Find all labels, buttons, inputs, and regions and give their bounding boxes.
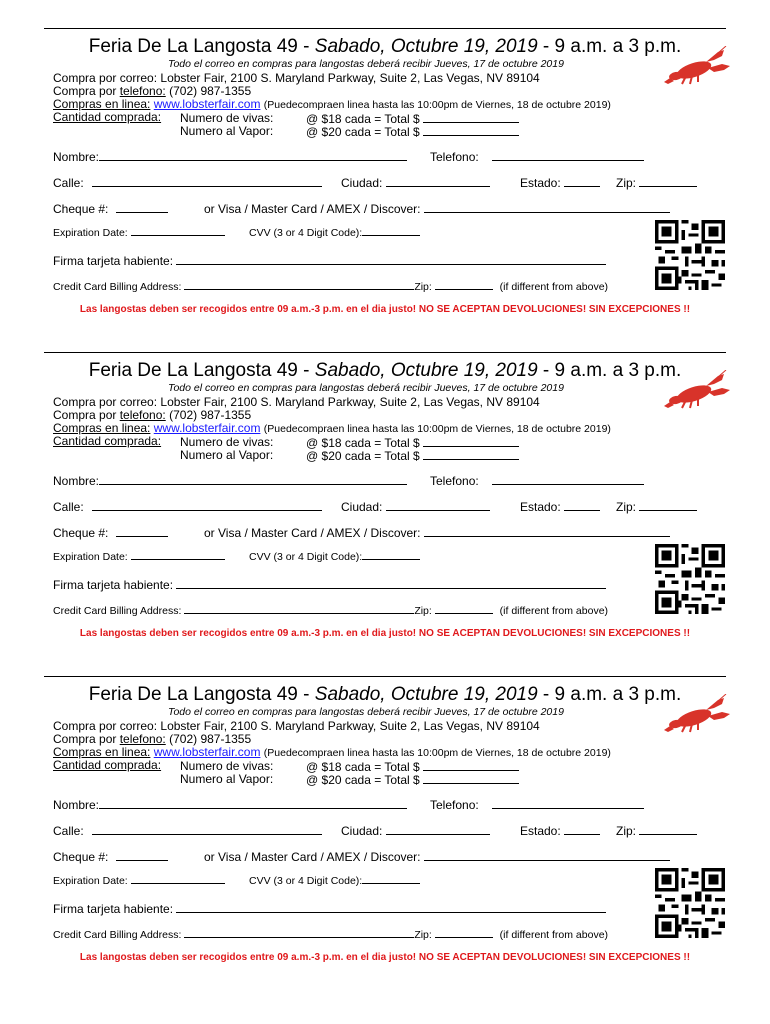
form-title bbox=[0, 360, 770, 382]
cvv-label: CVV (3 or 4 Digit Code): bbox=[249, 875, 363, 887]
billing-zip-field[interactable] bbox=[435, 278, 493, 290]
telefono-line bbox=[430, 797, 644, 812]
nombre-line bbox=[53, 797, 407, 812]
firma-label: Firma tarjeta habiente: bbox=[53, 254, 174, 268]
firma-field[interactable] bbox=[176, 577, 606, 589]
nombre-field[interactable] bbox=[99, 797, 407, 809]
expiration-line bbox=[53, 224, 225, 239]
expiration-line bbox=[53, 872, 225, 887]
telefono-field[interactable] bbox=[492, 473, 644, 485]
online-label: Compras en linea: bbox=[53, 421, 151, 435]
phone-prefix: Compra por bbox=[53, 408, 120, 422]
steamed-label: Numero al Vapor: bbox=[180, 448, 274, 462]
title-prefix: Feria De La Langosta 49 - bbox=[88, 36, 315, 57]
order-form bbox=[0, 648, 770, 972]
cvv-field[interactable] bbox=[362, 548, 420, 560]
live-price: @ $18 cada = Total $ bbox=[306, 760, 420, 774]
billing-label: Credit Card Billing Address: bbox=[53, 605, 182, 617]
steamed-price-line bbox=[306, 448, 519, 463]
phone-value: (702) 987-1355 bbox=[169, 408, 252, 422]
mail-value: Lobster Fair, 2100 S. Maryland Parkway, Suite 2, Las Vegas, NV 89104 bbox=[160, 71, 540, 85]
title-prefix: Feria De La Langosta 49 - bbox=[88, 360, 315, 381]
expiration-field[interactable] bbox=[131, 872, 225, 884]
card-types-label: or Visa / Master Card / AMEX / Discover: bbox=[204, 202, 421, 216]
expiration-label: Expiration Date: bbox=[53, 227, 128, 239]
zip-label: Zip: bbox=[616, 500, 637, 514]
card-number-field[interactable] bbox=[424, 201, 670, 213]
website-link[interactable]: www.lobsterfair.com bbox=[153, 97, 261, 111]
cvv-label: CVV (3 or 4 Digit Code): bbox=[249, 551, 363, 563]
nombre-field[interactable] bbox=[99, 149, 407, 161]
card-line bbox=[204, 525, 670, 540]
phone-value: (702) 987-1355 bbox=[169, 732, 252, 746]
expiration-label: Expiration Date: bbox=[53, 551, 128, 563]
telefono-field[interactable] bbox=[492, 797, 644, 809]
cheque-field[interactable] bbox=[116, 201, 168, 213]
zip-line bbox=[616, 499, 697, 514]
telefono-field[interactable] bbox=[492, 149, 644, 161]
online-note: (Puedecompraen linea hasta las 10:00pm de Viernes, 18 de octubre 2019) bbox=[263, 423, 611, 435]
live-price: @ $18 cada = Total $ bbox=[306, 112, 420, 126]
cvv-line bbox=[249, 548, 420, 563]
telefono-label: Telefono: bbox=[430, 798, 479, 812]
lobster-icon bbox=[662, 694, 732, 734]
steamed-price: @ $20 cada = Total $ bbox=[306, 773, 420, 787]
steamed-label: Numero al Vapor: bbox=[180, 772, 274, 786]
billing-zip-field[interactable] bbox=[435, 926, 493, 938]
billing-address-field[interactable] bbox=[184, 602, 414, 614]
telefono-line bbox=[430, 149, 644, 164]
subtitle: Todo el correo en compras para langostas deberá recibir Jueves, 17 de octubre 2019 bbox=[168, 706, 564, 718]
mail-label: Compra por correo: bbox=[53, 719, 158, 733]
cheque-label: Cheque #: bbox=[53, 202, 109, 216]
cheque-label: Cheque #: bbox=[53, 850, 109, 864]
phone-prefix: Compra por bbox=[53, 732, 120, 746]
card-line bbox=[204, 201, 670, 216]
steamed-price-line bbox=[306, 124, 519, 139]
mail-label: Compra por correo: bbox=[53, 71, 158, 85]
top-rule bbox=[44, 352, 726, 353]
mail-value: Lobster Fair, 2100 S. Maryland Parkway, Suite 2, Las Vegas, NV 89104 bbox=[160, 395, 540, 409]
ciudad-field[interactable] bbox=[386, 175, 490, 187]
quantity-label-line bbox=[53, 111, 161, 124]
mail-label: Compra por correo: bbox=[53, 395, 158, 409]
order-form bbox=[0, 0, 770, 324]
billing-line bbox=[53, 602, 608, 617]
card-types-label: or Visa / Master Card / AMEX / Discover: bbox=[204, 850, 421, 864]
billing-line bbox=[53, 278, 608, 293]
phone-label: telefono: bbox=[119, 732, 166, 746]
qr-code-icon bbox=[654, 544, 726, 614]
firma-label: Firma tarjeta habiente: bbox=[53, 902, 174, 916]
quantity-label-line bbox=[53, 435, 161, 448]
lobster-icon bbox=[662, 46, 732, 86]
phone-label: telefono: bbox=[119, 408, 166, 422]
live-label: Numero de vivas: bbox=[180, 759, 274, 773]
phone-prefix: Compra por bbox=[53, 84, 120, 98]
expiration-line bbox=[53, 548, 225, 563]
cheque-label: Cheque #: bbox=[53, 526, 109, 540]
title-date: Sabado, Octubre 19, 2019 bbox=[314, 360, 538, 381]
steamed-total-field[interactable] bbox=[423, 448, 519, 460]
firma-line bbox=[53, 577, 606, 592]
estado-line bbox=[520, 823, 600, 838]
cvv-line bbox=[249, 224, 420, 239]
pickup-notice: Las langostas deben ser recogidos entre 09 a.m.-3 p.m. en el dia justo! NO SE ACEPTAN DEVOLUCIONES! SIN EXCEPCIONES !! bbox=[79, 304, 691, 315]
firma-field[interactable] bbox=[176, 253, 606, 265]
pickup-notice: Las langostas deben ser recogidos entre 09 a.m.-3 p.m. en el dia justo! NO SE ACEPTAN DEVOLUCIONES! SIN EXCEPCIONES !! bbox=[79, 952, 691, 963]
title-suffix: - 9 a.m. a 3 p.m. bbox=[537, 360, 682, 381]
live-label: Numero de vivas: bbox=[180, 111, 274, 125]
order-form bbox=[0, 324, 770, 648]
ciudad-line bbox=[341, 175, 490, 190]
cheque-line bbox=[53, 525, 168, 540]
billing-line bbox=[53, 926, 608, 941]
steamed-price: @ $20 cada = Total $ bbox=[306, 449, 420, 463]
steamed-total-field[interactable] bbox=[423, 124, 519, 136]
card-types-label: or Visa / Master Card / AMEX / Discover: bbox=[204, 526, 421, 540]
form-title bbox=[0, 684, 770, 706]
quantity-label: Cantidad comprada: bbox=[53, 110, 162, 124]
billing-address-field[interactable] bbox=[184, 278, 414, 290]
live-total-field[interactable] bbox=[423, 759, 519, 771]
firma-field[interactable] bbox=[176, 901, 606, 913]
calle-label: Calle: bbox=[53, 500, 84, 514]
ciudad-field[interactable] bbox=[386, 823, 490, 835]
calle-line bbox=[53, 499, 322, 514]
quantity-label-line bbox=[53, 759, 161, 772]
qr-code-icon bbox=[654, 220, 726, 290]
estado-label: Estado: bbox=[520, 176, 561, 190]
mail-value: Lobster Fair, 2100 S. Maryland Parkway, Suite 2, Las Vegas, NV 89104 bbox=[160, 719, 540, 733]
nombre-label: Nombre: bbox=[53, 474, 100, 488]
steamed-price: @ $20 cada = Total $ bbox=[306, 125, 420, 139]
billing-note: (if different from above) bbox=[499, 929, 609, 941]
quantity-label: Cantidad comprada: bbox=[53, 758, 162, 772]
live-total-field[interactable] bbox=[423, 435, 519, 447]
estado-field[interactable] bbox=[564, 499, 600, 511]
steamed-label: Numero al Vapor: bbox=[180, 124, 274, 138]
online-label: Compras en linea: bbox=[53, 97, 151, 111]
telefono-label: Telefono: bbox=[430, 474, 479, 488]
estado-field[interactable] bbox=[564, 175, 600, 187]
title-suffix: - 9 a.m. a 3 p.m. bbox=[537, 36, 682, 57]
telefono-label: Telefono: bbox=[430, 150, 479, 164]
live-price: @ $18 cada = Total $ bbox=[306, 436, 420, 450]
cheque-line bbox=[53, 201, 168, 216]
card-number-field[interactable] bbox=[424, 525, 670, 537]
firma-label: Firma tarjeta habiente: bbox=[53, 578, 174, 592]
steamed-price-line bbox=[306, 772, 519, 787]
ciudad-line bbox=[341, 499, 490, 514]
estado-label: Estado: bbox=[520, 500, 561, 514]
zip-line bbox=[616, 823, 697, 838]
estado-line bbox=[520, 499, 600, 514]
form-title bbox=[0, 36, 770, 58]
subtitle: Todo el correo en compras para langostas deberá recibir Jueves, 17 de octubre 2019 bbox=[168, 58, 564, 70]
zip-label: Zip: bbox=[616, 824, 637, 838]
zip-line bbox=[616, 175, 697, 190]
cvv-field[interactable] bbox=[362, 872, 420, 884]
calle-field[interactable] bbox=[92, 175, 322, 187]
cvv-label: CVV (3 or 4 Digit Code): bbox=[249, 227, 363, 239]
billing-note: (if different from above) bbox=[499, 281, 609, 293]
title-date: Sabado, Octubre 19, 2019 bbox=[314, 684, 538, 705]
nombre-line bbox=[53, 473, 407, 488]
billing-note: (if different from above) bbox=[499, 605, 609, 617]
phone-label: telefono: bbox=[119, 84, 166, 98]
estado-line bbox=[520, 175, 600, 190]
live-total-field[interactable] bbox=[423, 111, 519, 123]
card-line bbox=[204, 849, 670, 864]
calle-line bbox=[53, 823, 322, 838]
expiration-field[interactable] bbox=[131, 224, 225, 236]
steamed-total-field[interactable] bbox=[423, 772, 519, 784]
estado-label: Estado: bbox=[520, 824, 561, 838]
title-date: Sabado, Octubre 19, 2019 bbox=[314, 36, 538, 57]
nombre-label: Nombre: bbox=[53, 150, 100, 164]
expiration-field[interactable] bbox=[131, 548, 225, 560]
live-label: Numero de vivas: bbox=[180, 435, 274, 449]
ciudad-label: Ciudad: bbox=[341, 824, 383, 838]
zip-field[interactable] bbox=[639, 823, 697, 835]
billing-zip-field[interactable] bbox=[435, 602, 493, 614]
billing-address-field[interactable] bbox=[184, 926, 414, 938]
title-suffix: - 9 a.m. a 3 p.m. bbox=[537, 684, 682, 705]
billing-label: Credit Card Billing Address: bbox=[53, 929, 182, 941]
title-prefix: Feria De La Langosta 49 - bbox=[88, 684, 315, 705]
estado-field[interactable] bbox=[564, 823, 600, 835]
qr-code-icon bbox=[654, 868, 726, 938]
website-link[interactable]: www.lobsterfair.com bbox=[153, 421, 261, 435]
online-note: (Puedecompraen linea hasta las 10:00pm de Viernes, 18 de octubre 2019) bbox=[263, 747, 611, 759]
ciudad-label: Ciudad: bbox=[341, 176, 383, 190]
cvv-line bbox=[249, 872, 420, 887]
zip-label: Zip: bbox=[616, 176, 637, 190]
billing-zip-label: Zip: bbox=[414, 281, 432, 293]
nombre-label: Nombre: bbox=[53, 798, 100, 812]
subtitle: Todo el correo en compras para langostas deberá recibir Jueves, 17 de octubre 2019 bbox=[168, 382, 564, 394]
cvv-field[interactable] bbox=[362, 224, 420, 236]
billing-zip-label: Zip: bbox=[414, 929, 432, 941]
firma-line bbox=[53, 901, 606, 916]
calle-label: Calle: bbox=[53, 176, 84, 190]
top-rule bbox=[44, 28, 726, 29]
online-note: (Puedecompraen linea hasta las 10:00pm de Viernes, 18 de octubre 2019) bbox=[263, 99, 611, 111]
zip-field[interactable] bbox=[639, 175, 697, 187]
pickup-notice: Las langostas deben ser recogidos entre 09 a.m.-3 p.m. en el dia justo! NO SE ACEPTAN DEVOLUCIONES! SIN EXCEPCIONES !! bbox=[79, 628, 691, 639]
billing-zip-label: Zip: bbox=[414, 605, 432, 617]
billing-label: Credit Card Billing Address: bbox=[53, 281, 182, 293]
firma-line bbox=[53, 253, 606, 268]
nombre-line bbox=[53, 149, 407, 164]
calle-field[interactable] bbox=[92, 823, 322, 835]
website-link[interactable]: www.lobsterfair.com bbox=[153, 745, 261, 759]
ciudad-field[interactable] bbox=[386, 499, 490, 511]
cheque-field[interactable] bbox=[116, 849, 168, 861]
cheque-line bbox=[53, 849, 168, 864]
calle-line bbox=[53, 175, 322, 190]
telefono-line bbox=[430, 473, 644, 488]
calle-label: Calle: bbox=[53, 824, 84, 838]
quantity-label: Cantidad comprada: bbox=[53, 434, 162, 448]
calle-field[interactable] bbox=[92, 499, 322, 511]
top-rule bbox=[44, 676, 726, 677]
online-label: Compras en linea: bbox=[53, 745, 151, 759]
ciudad-label: Ciudad: bbox=[341, 500, 383, 514]
phone-value: (702) 987-1355 bbox=[169, 84, 252, 98]
card-number-field[interactable] bbox=[424, 849, 670, 861]
zip-field[interactable] bbox=[639, 499, 697, 511]
expiration-label: Expiration Date: bbox=[53, 875, 128, 887]
lobster-icon bbox=[662, 370, 732, 410]
nombre-field[interactable] bbox=[99, 473, 407, 485]
ciudad-line bbox=[341, 823, 490, 838]
cheque-field[interactable] bbox=[116, 525, 168, 537]
